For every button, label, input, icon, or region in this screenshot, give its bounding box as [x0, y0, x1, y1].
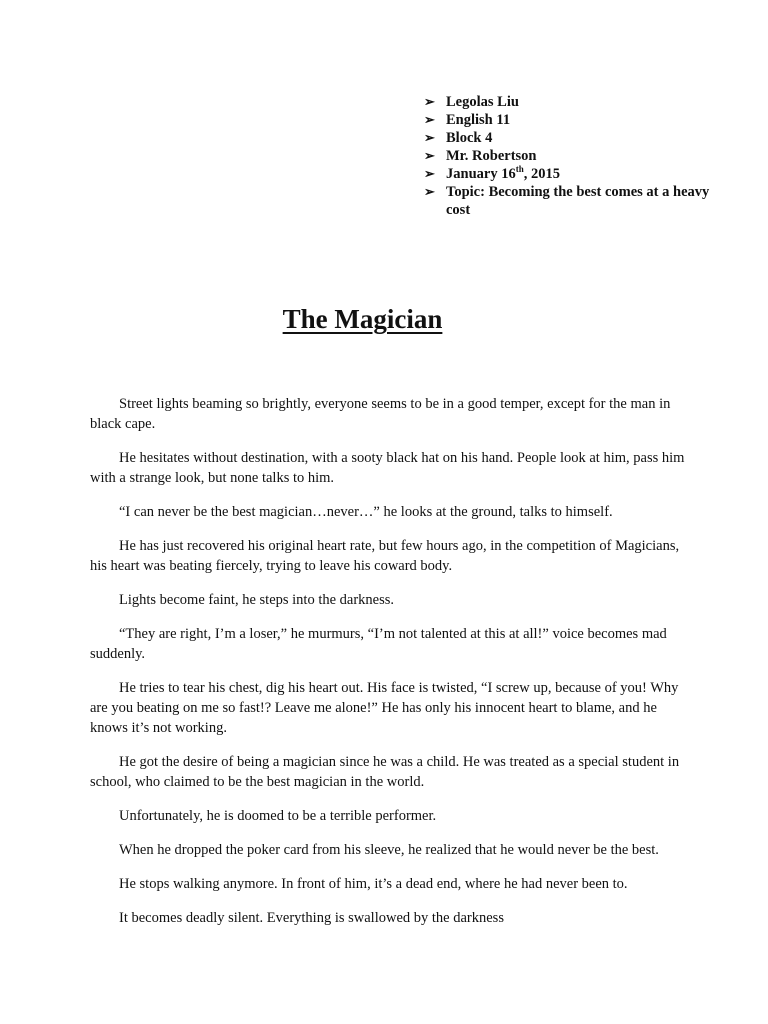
paragraph: It becomes deadly silent. Everything is swallowed by the darkness — [119, 910, 504, 926]
arrowhead-bullet-icon: ➢ — [424, 148, 435, 163]
header-info-list — [424, 93, 714, 219]
paragraph: Street lights beaming so brightly, everyone seems to be in a good temper, except for the man in black cape. — [90, 396, 671, 432]
list-item — [424, 129, 714, 147]
list-item — [424, 93, 714, 111]
list-item — [424, 111, 714, 129]
list-item — [424, 165, 714, 183]
author-name: Legolas Liu — [446, 94, 519, 110]
paragraph: “I can never be the best magician…never…” he looks at the ground, talks to himself. — [119, 504, 613, 520]
paragraph: “They are right, I’m a loser,” he murmurs, “I’m not talented at this at all!” voice becomes mad suddenly. — [90, 626, 667, 662]
block-number: Block 4 — [446, 130, 493, 146]
list-item — [424, 147, 714, 165]
arrowhead-bullet-icon: ➢ — [424, 94, 435, 109]
paragraph: He got the desire of being a magician since he was a child. He was treated as a special student in school, who claimed to be the best magician in the world. — [90, 754, 680, 790]
list-item — [424, 183, 714, 219]
paragraph: When he dropped the poker card from his sleeve, he realized that he would never be the best. — [119, 842, 659, 858]
paragraph: He hesitates without destination, with a sooty black hat on his hand. People look at him, pass him with a strange look, but none talks to him. — [90, 450, 685, 486]
paragraph: Unfortunately, he is doomed to be a terrible performer. — [119, 808, 437, 824]
arrowhead-bullet-icon: ➢ — [424, 184, 435, 199]
arrowhead-bullet-icon: ➢ — [424, 166, 435, 181]
story-body — [90, 394, 690, 942]
date-prefix: January 16 — [446, 166, 516, 182]
essay-topic: Topic: Becoming the best comes at a heavy cost — [446, 184, 710, 218]
paragraph: He stops walking anymore. In front of him, it’s a dead end, where he had never been to. — [119, 876, 628, 892]
paragraph: He tries to tear his chest, dig his heart out. His face is twisted, “I screw up, because of you! Why are you beating on me so fast!? Leave me alone!” He has only his innocent heart to blame, and he knows it’s not working. — [90, 680, 679, 736]
page-title: The Magician — [282, 304, 443, 334]
course-name: English 11 — [446, 112, 511, 128]
teacher-name: Mr. Robertson — [446, 148, 537, 164]
date-suffix: , 2015 — [523, 166, 560, 182]
arrowhead-bullet-icon: ➢ — [424, 112, 435, 127]
arrowhead-bullet-icon: ➢ — [424, 130, 435, 145]
date — [446, 166, 560, 182]
paragraph: He has just recovered his original heart rate, but few hours ago, in the competition of Magicians, his heart was beating fiercely, trying to leave his coward body. — [90, 538, 680, 574]
date-ordinal: th — [515, 164, 524, 175]
paragraph: Lights become faint, he steps into the darkness. — [119, 592, 395, 608]
